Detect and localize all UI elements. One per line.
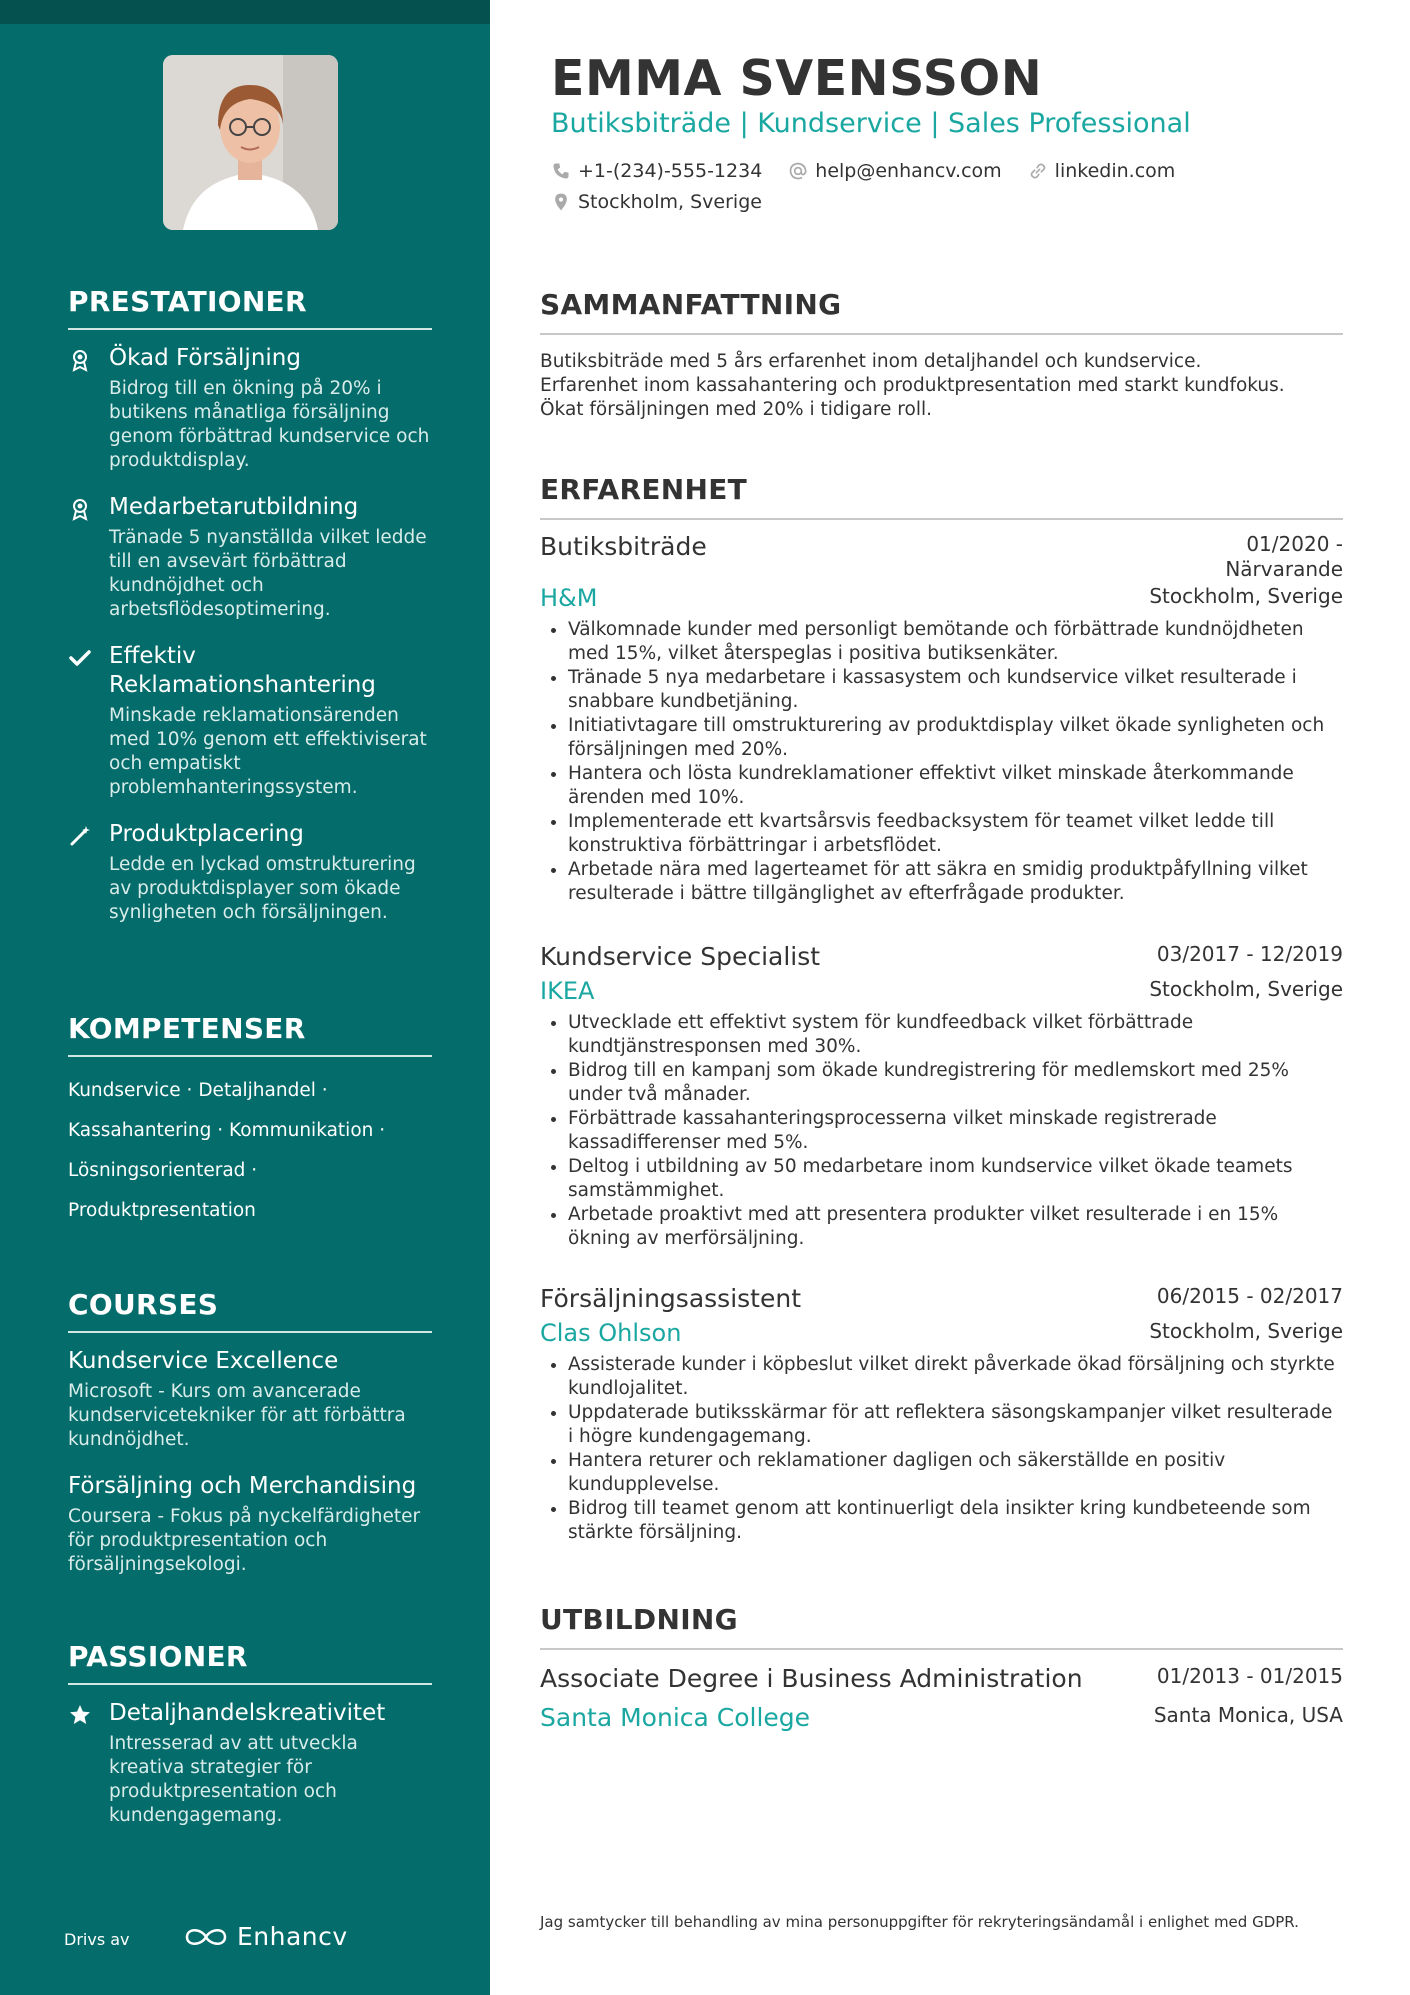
skills-line: Kundservice · Detaljhandel · [68,1080,328,1101]
location-text: Stockholm, Sverige [578,191,762,213]
job-bullet: • Välkomnade kunder med personligt bemötande och förbättrade kundnöjdheten med 15%, vilket återspeglas i positiva butiksenkäter. [568,618,1343,666]
contact-phone[interactable] [551,160,762,182]
contact-row [551,160,1175,182]
enhancv-logo[interactable] [183,1922,348,1951]
job-bullets [540,618,1343,906]
job-date-start: 01/2020 - [1246,532,1343,556]
job-bullet: • Assisterade kunder i köpbeslut vilket direkt påverkade ökad försäljning och styrkte kundlojalitet. [568,1353,1343,1401]
education-heading: UTBILDNING [540,1603,1343,1650]
passions-section [68,1640,432,1828]
experience-heading: ERFARENHET [540,473,1343,520]
star-icon [68,1703,92,1727]
job-bullet: • Initiativtagare till omstrukturering av produktdisplay vilket ökade synligheten och försäljningen med 20%. [568,714,1343,762]
location-pin-icon [551,192,571,212]
achievement-desc: Tränade 5 nyanställda vilket ledde till en avsevärt förbättrad kundnöjdhet och arbetsflödesoptimering. [109,527,427,620]
job-bullet: • Bidrog till teamet genom att kontinuerligt dela insikter kring kundbeteende som stärkte försäljning. [568,1497,1343,1545]
job-bullet: • Tränade 5 nya medarbetare i kassasystem och kundservice vilket resulterade i snabbare kundbetjäning. [568,666,1343,714]
sidebar [0,0,490,1995]
job-bullets [540,1353,1343,1545]
job-bullet: • Implementerade ett kvartsårsvis feedbacksystem för teamet vilket ledde till konstruktiva förbättringar i arbetsflödet. [568,810,1343,858]
passion-item [68,1699,432,1828]
powered-by-label: Drivs av [64,1930,130,1949]
passions-heading: PASSIONER [68,1640,432,1685]
achievement-item [68,642,432,800]
achievement-desc: Ledde en lyckad omstrukturering av produktdisplayer som ökade synligheten och försäljningen. [109,854,416,923]
skills-list [68,1071,432,1231]
linkedin-text: linkedin.com [1054,160,1176,182]
link-icon [1028,161,1048,181]
job-bullet: • Hantera och lösta kundreklamationer effektivt vilket minskade återkommande ärenden med 10%. [568,762,1343,810]
achievements-section [68,285,432,925]
skills-line: Lösningsorienterad · [68,1160,258,1181]
achievement-title: Medarbetarutbildning [109,494,359,520]
job-location: Stockholm, Sverige [1149,977,1343,1001]
job-title: Butiksbiträde [540,532,707,561]
avatar [163,55,338,230]
email-text: help@enhancv.com [815,160,1002,182]
job-bullets [540,1011,1343,1251]
job-bullet: • Hantera returer och reklamationer dagligen och säkerställde en positiv kundupplevelse. [568,1449,1343,1497]
job-company: H&M [540,584,598,612]
achievements-heading: PRESTATIONER [68,285,432,330]
job-bullet: • Deltog i utbildning av 50 medarbetare inom kundservice vilket ökade teamets samstämmighet. [568,1155,1343,1203]
job-date-end: Närvarande [1225,557,1343,581]
contact-location [551,191,762,213]
education-location: Santa Monica, USA [1153,1703,1343,1727]
job-bullet: • Arbetade proaktivt med att presentera produkter vilket resulterade i en 15% ökning av merförsäljning. [568,1203,1343,1251]
sidebar-top-bar [0,0,490,24]
magic-wand-icon [68,824,92,848]
achievement-desc: Bidrog till en ökning på 20% i butikens månatliga försäljning genom förbättrad kundservice och produktdisplay. [109,378,430,471]
skills-line: Produktpresentation [68,1200,256,1221]
job-company: Clas Ohlson [540,1319,682,1347]
job-location: Stockholm, Sverige [1149,584,1343,608]
course-desc: Coursera - Fokus på nyckelfärdigheter för produktpresentation och försäljningsekologi. [68,1506,421,1575]
job-bullet: • Uppdaterade butiksskärmar för att reflektera säsongskampanjer vilket resulterade i högre kundengagemang. [568,1401,1343,1449]
education-entry [540,1664,1343,1732]
checkmark-icon [68,646,92,670]
gdpr-consent: Jag samtycker till behandling av mina personuppgifter för rekryteringsändamål i enlighet med GDPR. [540,1913,1299,1931]
achievement-item [68,493,432,622]
enhancv-logo-icon [183,1925,229,1949]
job-bullet: • Bidrog till en kampanj som ökade kundregistrering för medlemskort med 25% under två månader. [568,1059,1343,1107]
contact-email[interactable] [788,160,1001,182]
education-date: 01/2013 - 01/2015 [1156,1664,1343,1688]
course-title: Försäljning och Merchandising [68,1473,417,1499]
award-icon [68,348,92,372]
job-bullet: • Utvecklade ett effektivt system för kundfeedback vilket förbättrade kundtjänstresponsen med 30%. [568,1011,1343,1059]
summary-heading: SAMMANFATTNING [540,288,1343,335]
passion-desc: Intresserad av att utveckla kreativa strategier för produktpresentation och kundengagemang. [109,1733,358,1826]
job-title: Kundservice Specialist [540,942,821,971]
skills-line: Kassahantering · Kommunikation · [68,1120,386,1141]
education-school: Santa Monica College [540,1703,811,1732]
job-bullet: • Förbättrade kassahanteringsprocesserna vilket minskade registrerade kassadifferenser med 5%. [568,1107,1343,1155]
achievement-item [68,344,432,473]
job-company: IKEA [540,977,595,1005]
skills-heading: KOMPETENSER [68,1012,432,1057]
achievement-title: Produktplacering [109,821,304,847]
enhancv-logo-text: Enhancv [237,1922,348,1951]
job-entry [540,532,1343,906]
phone-icon [551,161,571,181]
job-entry [540,1284,1343,1545]
contact-linkedin[interactable] [1028,160,1176,182]
achievement-item [68,820,432,925]
candidate-name: EMMA SVENSSON [551,50,1043,107]
job-bullet: • Arbetade nära med lagerteamet för att säkra en smidig produktpåfyllning vilket resulterade i bättre tillgänglighet av efterfrågade produkter. [568,858,1343,906]
achievement-title: Effektiv Reklamationshantering [109,643,376,698]
job-date: 06/2015 - 02/2017 [1156,1284,1343,1308]
job-title: Försäljningsassistent [540,1284,801,1313]
achievement-title: Ökad Försäljning [109,345,301,371]
education-degree: Associate Degree i Business Administration [540,1664,1083,1693]
job-entry [540,942,1343,1251]
summary-text: Butiksbiträde med 5 års erfarenhet inom detaljhandel och kundservice. Erfarenhet inom kassahantering och produktpresentation med starkt kundfokus. Ökat försäljningen med 20% i tidigare roll. [540,351,1285,420]
award-icon [68,497,92,521]
job-date: 03/2017 - 12/2019 [1156,942,1343,966]
achievement-desc: Minskade reklamationsärenden med 10% genom ett effektiviserat och empatiskt problemhanteringssystem. [109,705,427,798]
job-location: Stockholm, Sverige [1149,1319,1343,1343]
job-date [1225,532,1343,582]
skills-section [68,1012,432,1231]
phone-text: +1-(234)-555-1234 [578,160,763,182]
courses-heading: COURSES [68,1288,432,1333]
courses-section [68,1288,432,1577]
contact-row-2 [551,191,762,213]
candidate-title: Butiksbiträde | Kundservice | Sales Professional [551,108,1191,139]
course-title: Kundservice Excellence [68,1348,339,1374]
course-desc: Microsoft - Kurs om avancerade kundservicetekniker för att förbättra kundnöjdhet. [68,1381,406,1450]
passion-title: Detaljhandelskreativitet [109,1700,386,1726]
at-icon [788,161,808,181]
